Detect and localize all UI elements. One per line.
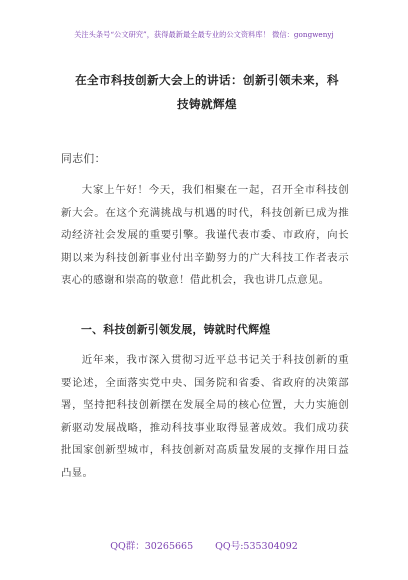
header-banner: 关注头条号“公文研究”，获得最新最全最专业的公文资料库！ 微信：gongwenyj	[74, 30, 334, 39]
footer-qq-group: QQ群：30265665	[110, 541, 194, 552]
paragraph-intro: 大家上午好！今天，我们相聚在一起，召开全市科技创新大会。在这个充满挑战与机遇的时代，科技创新已成为推动经济社会发展的重要引擎。我谨代表市委、市政府，向长期以来为科技创新事业付出辛勤努力的广大科技工作者表示衷心的感谢和崇高的敬意！借此机会，我也讲几点意见。	[61, 184, 349, 286]
paragraph-achievements: 近年来，我市深入贯彻习近平总书记关于科技创新的重要论述，全面落实党中央、国务院和省委、省政府的决策部署，坚持把科技创新摆在发展全局的核心位置，大力实施创新驱动发展战略，推动科技事业取得显著成效。我们成功获批国家创新型城市，科技创新对高质量发展的支撑作用日益凸显。	[61, 354, 349, 479]
salutation: 同志们：	[61, 152, 106, 165]
section-heading: 一、科技创新引领发展，铸就时代辉煌	[81, 323, 271, 336]
footer-qq-number: QQ号:535304092	[215, 541, 298, 552]
footer	[0, 538, 408, 552]
document-title: 在全市科技创新大会上的讲话：创新引领未来，科技铸就辉煌	[75, 73, 339, 111]
